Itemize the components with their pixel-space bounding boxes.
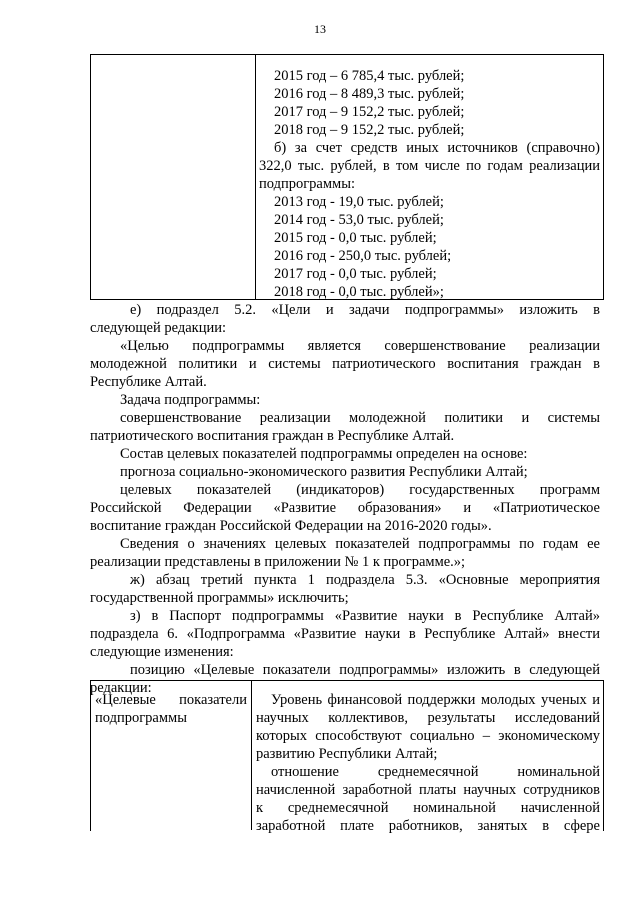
body-line: позицию «Целевые показатели подпрограммы» изложить в следующей — [130, 662, 600, 678]
body-line: реализации представлены в приложении № 1 к программе.»; — [90, 554, 466, 570]
body-line: подраздела 6. «Подпрограмма «Развитие науки в Республике Алтай» внести — [90, 626, 600, 642]
body-line: государственной программы» исключить; — [90, 590, 349, 606]
page-number: 13 — [314, 22, 326, 36]
body-line: целевых показателей (индикаторов) государственных программ — [120, 482, 600, 498]
body-line: прогноза социально-экономического развития Республики Алтай; — [120, 464, 528, 480]
table-line: 2015 год - 0,0 тыс. рублей; — [274, 230, 437, 246]
indicators-line: заработной плате работников, занятых в сфере — [256, 818, 600, 834]
body-line: воспитание граждан Российской Федерации на 2016-2020 годы». — [90, 518, 492, 534]
body-line: «Целью подпрограммы является совершенствование реализации — [120, 338, 600, 354]
body-line: следующей редакции: — [90, 320, 227, 336]
indicators-line: Уровень финансовой поддержки молодых ученых и — [271, 692, 600, 708]
table-line: 2017 год – 9 152,2 тыс. рублей; — [274, 104, 465, 120]
table-line: 2016 год - 250,0 тыс. рублей; — [274, 248, 452, 264]
table-line: 2016 год – 8 489,3 тыс. рублей; — [274, 86, 465, 102]
body-line: е) подраздел 5.2. «Цели и задачи подпрограммы» изложить в — [130, 302, 600, 318]
body-line: Республике Алтай. — [90, 374, 207, 390]
funding-table-divider — [255, 54, 256, 300]
indicators-label: подпрограммы — [95, 710, 187, 726]
body-line: ж) абзац третий пункта 1 подраздела 5.3. «Основные мероприятия — [130, 572, 600, 588]
table-line: 2017 год - 0,0 тыс. рублей; — [274, 266, 437, 282]
indicators-line: начисленной заработной платы научных сотрудников — [256, 782, 600, 798]
indicators-line: развитию Республики Алтай; — [256, 746, 438, 762]
table-line: 2015 год – 6 785,4 тыс. рублей; — [274, 68, 465, 84]
body-line: молодежной политики и системы патриотического воспитания граждан в — [90, 356, 600, 372]
indicators-table-divider — [251, 680, 252, 830]
body-line: з) в Паспорт подпрограммы «Развитие науки в Республике Алтай» — [130, 608, 600, 624]
body-line: Российской Федерации «Развитие образования» и «Патриотическое — [90, 500, 600, 516]
body-line: совершенствование реализации молодежной политики и системы — [120, 410, 600, 426]
body-line: Состав целевых показателей подпрограммы определен на основе: — [120, 446, 528, 462]
table-line: 2013 год - 19,0 тыс. рублей; — [274, 194, 444, 210]
indicators-line: к среднемесячной номинальной начисленной — [256, 800, 600, 816]
body-line: редакции: — [90, 680, 152, 696]
table-line: б) за счет средств иных источников (справочно) — [274, 140, 600, 156]
body-line: следующие изменения: — [90, 644, 234, 660]
indicators-line: отношение среднемесячной номинальной — [271, 764, 600, 780]
table-line: подпрограммы: — [259, 176, 355, 192]
table-line: 2014 год - 53,0 тыс. рублей; — [274, 212, 444, 228]
table-line: 322,0 тыс. рублей, в том числе по годам реализации — [259, 158, 600, 174]
indicators-label: «Целевые показатели — [95, 692, 247, 708]
body-line: Сведения о значениях целевых показателей подпрограммы по годам ее — [120, 536, 600, 552]
indicators-line: научных коллективов, результаты исследований — [256, 710, 600, 726]
table-line: 2018 год – 9 152,2 тыс. рублей; — [274, 122, 465, 138]
indicators-line: которых способствуют социально – экономическому — [256, 728, 600, 744]
body-line: патриотического воспитания граждан в Республике Алтай. — [90, 428, 455, 444]
table-line: 2018 год - 0,0 тыс. рублей»; — [274, 284, 444, 300]
body-line: Задача подпрограммы: — [120, 392, 261, 408]
